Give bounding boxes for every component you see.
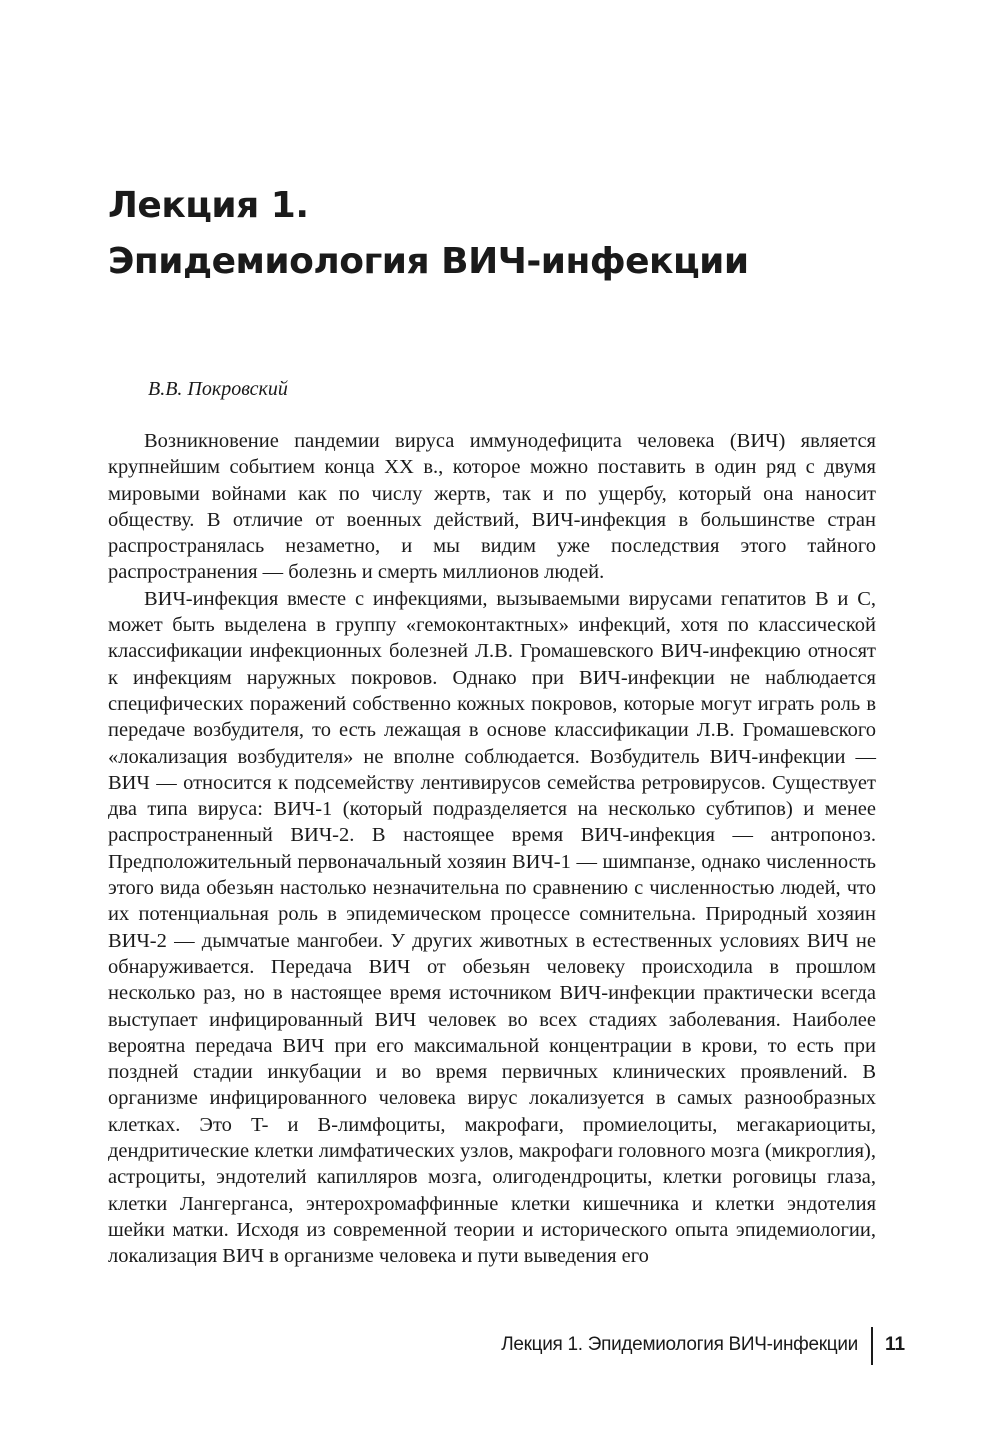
footer-divider bbox=[871, 1327, 873, 1365]
page-footer bbox=[0, 1327, 1000, 1367]
chapter-title-number: Лекция 1. bbox=[108, 185, 309, 226]
page-number: 11 bbox=[885, 1334, 906, 1355]
chapter-title bbox=[108, 178, 888, 290]
chapter-title-text: Эпидемиология ВИЧ-инфекции bbox=[108, 241, 749, 282]
paragraph: Возникновение пандемии вируса иммунодефицита человека (ВИЧ) является крупнейшим событием конца XX в., которое можно поставить в один ряд с двумя мировыми войнами как по числу жертв, так и по ущербу, который она наносит обществу. В отличие от военных действий, ВИЧ-инфекция в большинстве стран распространялась незаметно, и мы видим уже последствия этого тайного распространения — болезнь и смерть миллионов людей. bbox=[108, 430, 876, 584]
paragraph: ВИЧ-инфекция вместе с инфекциями, вызываемыми вирусами гепатитов B и C, может быть выделена в группу «гемоконтактных» инфекций, хотя по классической классификации инфекционных болезней Л.В. Громашевского ВИЧ-инфекцию относят к инфекциям наружных покровов. Однако при ВИЧ-инфекции не наблюдается специфических поражений собственно кожных покровов, которые могут играть роль в передаче возбудителя, то есть лежащая в основе классификации Л.В. Громашевского «локализация возбудителя» не вполне соблюдается. Возбудитель ВИЧ-инфекции — ВИЧ — относится к подсемейству лентивирусов семейства ретровирусов. Существует два типа вируса: ВИЧ-1 (который подразделяется на несколько субтипов) и менее распространенный ВИЧ-2. В настоящее время ВИЧ-инфекция — антропоноз. Предположительный первоначальный хозяин ВИЧ-1 — шимпанзе, однако численность этого вида обезьян настолько незначительна по сравнению с численностью людей, что их потенциальная роль в эпидемическом процессе сомнительна. Природный хозяин ВИЧ-2 — дымчатые мангобеи. У других животных в естественных условиях ВИЧ не обнаруживается. Передача ВИЧ от обезьян человеку происходила в прошлом несколько раз, но в настоящее время источником ВИЧ-инфекции практически всегда выступает инфицированный ВИЧ человек во всех стадиях заболевания. Наиболее вероятна передача ВИЧ при его максимальной концентрации в крови, то есть при поздней стадии инкубации и во время первичных клинических проявлений. В организме инфицированного человека вирус локализуется в самых разнообразных клетках. Это T- и B-лимфоциты, макрофаги, промиелоциты, мегакариоциты, дендритические клетки лимфатических узлов, макрофаги головного мозга (микроглия), астроциты, эндотелий капилляров мозга, олигодендроциты, клетки роговицы глаза, клетки Лангерганса, энтерохромаффинные клетки кишечника и клетки эндотелия шейки матки. Исходя из современной теории и исторического опыта эпидемиологии, локализация ВИЧ в организме человека и пути выведения его bbox=[108, 587, 876, 1268]
author-name: В.В. Покровский bbox=[148, 378, 288, 400]
body-text bbox=[108, 428, 876, 1270]
running-head: Лекция 1. Эпидемиология ВИЧ-инфекции bbox=[501, 1334, 858, 1355]
